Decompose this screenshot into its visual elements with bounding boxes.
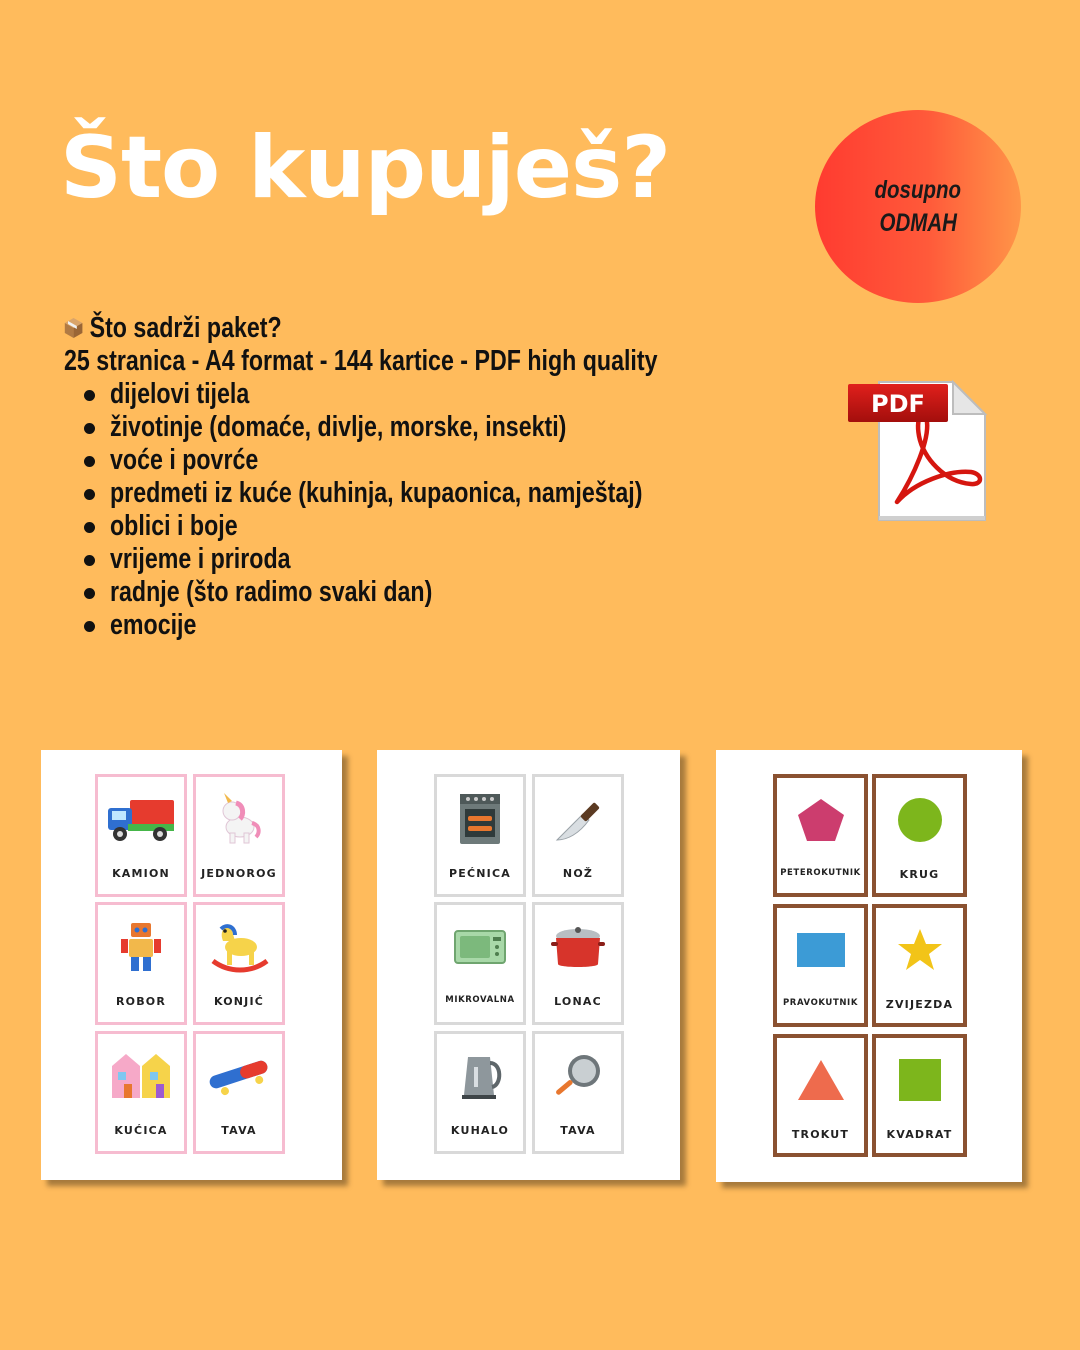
microwave-icon <box>453 929 507 965</box>
card-label: KUHALO <box>450 1124 510 1137</box>
flashcard <box>872 774 967 897</box>
list-item: radnje (što radimo svaki dan) <box>82 576 806 609</box>
card-label: ROBOR <box>115 995 167 1008</box>
card-label: KVADRAT <box>886 1128 953 1141</box>
package-heading-row <box>64 312 658 345</box>
dollhouse-icon <box>110 1050 172 1102</box>
skateboard-icon <box>207 1054 271 1098</box>
preview-sheet-shapes <box>716 750 1022 1182</box>
flashcard <box>434 902 526 1025</box>
card-label: MIKROVALNA <box>445 995 515 1005</box>
flashcard <box>193 902 285 1025</box>
robot-icon <box>119 919 163 975</box>
flashcard <box>532 902 624 1025</box>
card-label: NOŽ <box>562 867 594 880</box>
card-label: ZVIJEZDA <box>885 998 954 1011</box>
preview-sheet-toys <box>41 750 342 1180</box>
list-item: životinje (domaće, divlje, morske, insekti) <box>82 411 806 444</box>
knife-icon <box>553 794 603 844</box>
list-item: predmeti iz kuće (kuhinja, kupaonica, namještaj) <box>82 477 806 510</box>
truck-icon <box>106 794 176 844</box>
flashcard <box>773 1034 868 1157</box>
rocking-horse-icon <box>209 921 269 973</box>
list-item: vrijeme i priroda <box>82 543 806 576</box>
flashcard <box>532 774 624 897</box>
list-item: voće i povrće <box>82 444 806 477</box>
card-label: KAMION <box>112 867 170 880</box>
card-label: LONAC <box>554 995 602 1008</box>
card-label: PETEROKUTNIK <box>780 868 861 878</box>
flashcard <box>95 1031 187 1154</box>
card-label: PRAVOKUTNIK <box>782 998 859 1008</box>
badge-line-2: ODMAH <box>879 208 957 237</box>
preview-sheet-kitchen <box>377 750 680 1180</box>
card-label: KUĆICA <box>114 1124 168 1137</box>
flashcard <box>773 904 868 1027</box>
card-label: PEĆNICA <box>449 867 511 880</box>
pentagon-icon <box>796 797 846 843</box>
flashcard <box>434 774 526 897</box>
package-info <box>64 312 806 642</box>
triangle-icon <box>796 1058 846 1102</box>
card-label: JEDNOROG <box>201 867 277 880</box>
list-item: dijelovi tijela <box>82 378 806 411</box>
flashcard <box>95 774 187 897</box>
list-item: emocije <box>82 609 806 642</box>
card-label: TAVA <box>560 1124 596 1137</box>
flashcard <box>95 902 187 1025</box>
availability-badge <box>815 110 1021 303</box>
card-label: KONJIĆ <box>213 995 265 1008</box>
card-label: TROKUT <box>791 1128 850 1141</box>
package-icon <box>64 317 83 339</box>
card-label: TAVA <box>221 1124 257 1137</box>
flashcard <box>193 1031 285 1154</box>
pdf-file-icon <box>845 378 990 526</box>
page-title: Što kupuješ? <box>60 118 671 218</box>
square-icon <box>898 1058 942 1102</box>
circle-icon <box>897 797 943 843</box>
rectangle-icon <box>796 932 846 968</box>
card-label: KRUG <box>899 868 940 881</box>
flashcard <box>193 774 285 897</box>
package-list <box>82 378 806 642</box>
flashcard <box>872 904 967 1027</box>
pdf-label: PDF <box>871 390 925 418</box>
flashcard <box>532 1031 624 1154</box>
package-heading: Što sadrži paket? <box>89 312 282 344</box>
unicorn-icon <box>214 793 264 845</box>
badge-line-1: dosupno <box>874 175 962 204</box>
kettle-icon <box>458 1051 502 1101</box>
frying-pan-icon <box>552 1053 604 1099</box>
package-specs: 25 stranica - A4 format - 144 kartice - PDF high quality <box>64 345 658 377</box>
flashcard <box>872 1034 967 1157</box>
oven-icon <box>458 792 502 846</box>
star-icon <box>896 927 944 973</box>
list-item: oblici i boje <box>82 510 806 543</box>
flashcard <box>434 1031 526 1154</box>
flashcard <box>773 774 868 897</box>
pot-icon <box>551 922 605 972</box>
